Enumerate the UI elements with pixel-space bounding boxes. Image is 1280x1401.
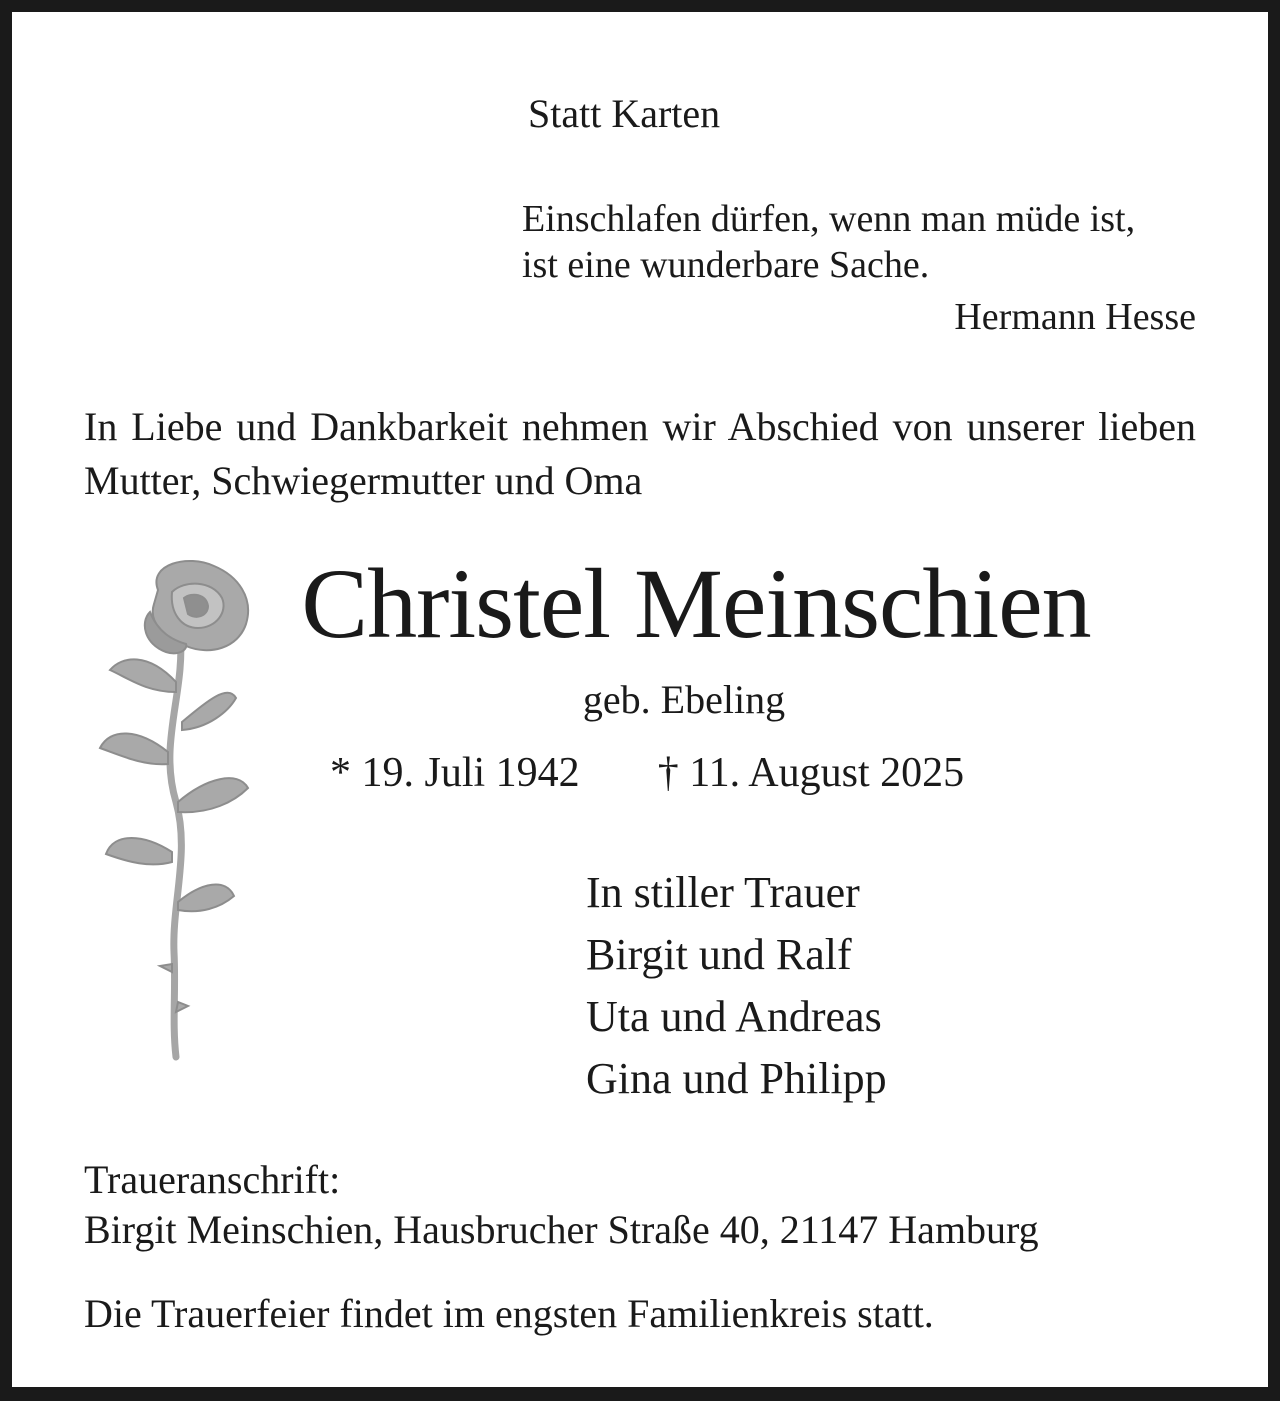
mourning-address: Birgit Meinschien, Hausbrucher Straße 40, 21147 Hamburg [84,1207,1039,1252]
quote-line: ist eine wunderbare Sache. [522,244,930,286]
quote-line: Einschlafen dürfen, wenn man müde ist, [522,198,1136,240]
ceremony-note: Die Trauerfeier findet im engsten Familienkreis statt. [84,1291,934,1336]
mourners-heading: In stiller Trauer [586,868,860,917]
death-date: † 11. August 2025 [657,750,965,796]
quote [522,196,1196,288]
mourner-name: Gina und Philipp [586,1054,887,1103]
quote-author: Hermann Hesse [954,296,1196,338]
birth-date: * 19. Juli 1942 [330,750,580,796]
address-label: Traueranschrift: [84,1157,341,1202]
maiden-name: geb. Ebeling [582,677,786,722]
mourner-name: Uta und Andreas [586,992,882,1041]
mourners [586,862,887,1110]
notice-header: Statt Karten [528,91,721,136]
deceased-name: Christel Meinschien [301,548,1091,659]
mourner-name: Birgit und Ralf [586,930,852,979]
intro-text: In Liebe und Dankbarkeit nehmen wir Abschied von unserer lieben Mutter, Schwiegermutter und Oma [84,404,1196,503]
life-dates [330,752,964,794]
